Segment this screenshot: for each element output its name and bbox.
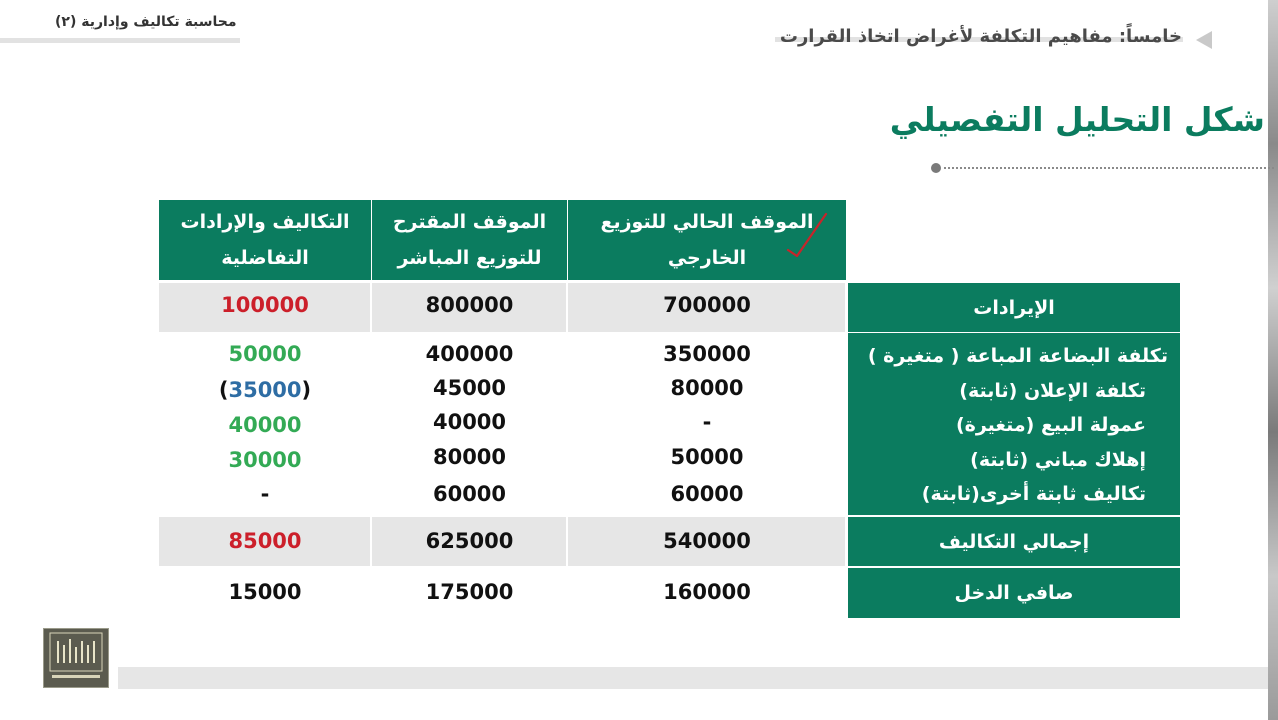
column-header-proposed-line1: الموقف المقترح xyxy=(392,211,547,233)
total-differential-value: 85000 xyxy=(228,529,302,553)
cost-item-label: تكاليف ثابتة أخرى(ثابتة) xyxy=(921,483,1146,505)
cost-differential-value xyxy=(159,378,371,402)
triangle-bullet-icon xyxy=(1196,31,1212,49)
check-mark-icon xyxy=(782,210,832,260)
revenue-proposed-value: 800000 xyxy=(425,293,514,317)
cost-current-value: 80000 xyxy=(670,376,744,400)
cost-proposed-value: 45000 xyxy=(432,376,507,400)
net-differential-value: 15000 xyxy=(228,580,302,604)
cost-current-value: 50000 xyxy=(670,445,744,469)
revenue-differential-value: 100000 xyxy=(221,293,309,317)
cost-current-value: 350000 xyxy=(663,342,751,366)
row-label-net-income: صافي الدخل xyxy=(848,568,1180,618)
cost-differential-value: 50000 xyxy=(228,342,302,366)
course-name: محاسبة تكاليف وإدارية (٢) xyxy=(55,14,237,30)
row-label-total-costs: إجمالي التكاليف xyxy=(848,517,1180,566)
column-header-current-line2: الخارجي xyxy=(667,247,747,269)
cost-item-label: تكلفة الإعلان (ثابتة) xyxy=(959,379,1146,402)
cost-proposed-value: 80000 xyxy=(432,445,507,469)
cost-current-value: 60000 xyxy=(670,482,744,506)
column-header-differential xyxy=(159,200,371,280)
right-edge-strip xyxy=(1268,0,1278,720)
header-divider-left xyxy=(0,38,240,43)
cost-proposed-value: 60000 xyxy=(432,482,507,506)
total-proposed-value: 625000 xyxy=(425,529,514,553)
net-proposed-value: 175000 xyxy=(425,580,514,604)
slide-title: شكل التحليل التفصيلي xyxy=(889,100,1265,139)
column-header-proposed xyxy=(372,200,567,280)
cost-item-label: تكلفة البضاعة المباعة ( متغيرة ) xyxy=(867,345,1168,367)
cost-proposed-value: 40000 xyxy=(432,410,507,434)
title-dotted-line xyxy=(944,167,1274,169)
row-label-revenue: الإيرادات xyxy=(848,283,1180,332)
cost-differential-value: 40000 xyxy=(228,413,302,437)
cost-item-label: إهلاك مباني (ثابتة) xyxy=(970,448,1146,471)
column-header-proposed-line2: للتوزيع المباشر xyxy=(397,247,542,269)
footer-bar xyxy=(118,667,1268,689)
paren-open: ( xyxy=(218,378,229,402)
cost-proposed-value: 400000 xyxy=(425,342,514,366)
cost-differential-value: 30000 xyxy=(228,448,302,472)
column-header-differential-line2: التفاضلية xyxy=(221,247,309,269)
cost-differential-value: - xyxy=(260,482,270,506)
university-logo xyxy=(43,628,109,688)
row-label-cost-items xyxy=(848,333,1180,515)
paren-close: ) xyxy=(301,378,312,402)
net-current-value: 160000 xyxy=(663,580,751,604)
cost-differential-number: 35000 xyxy=(228,378,302,402)
column-header-differential-line1: التكاليف والإرادات xyxy=(180,211,350,233)
title-dot-icon xyxy=(931,163,941,173)
cost-current-value: - xyxy=(702,410,712,434)
cost-item-label: عمولة البيع (متغيرة) xyxy=(955,414,1146,436)
total-current-value: 540000 xyxy=(663,529,751,553)
column-header-current-line1: الموقف الحالي للتوزيع xyxy=(600,211,814,233)
section-title: خامساً: مفاهيم التكلفة لأغراض اتخاذ القرارت xyxy=(779,26,1182,47)
revenue-current-value: 700000 xyxy=(663,293,751,317)
